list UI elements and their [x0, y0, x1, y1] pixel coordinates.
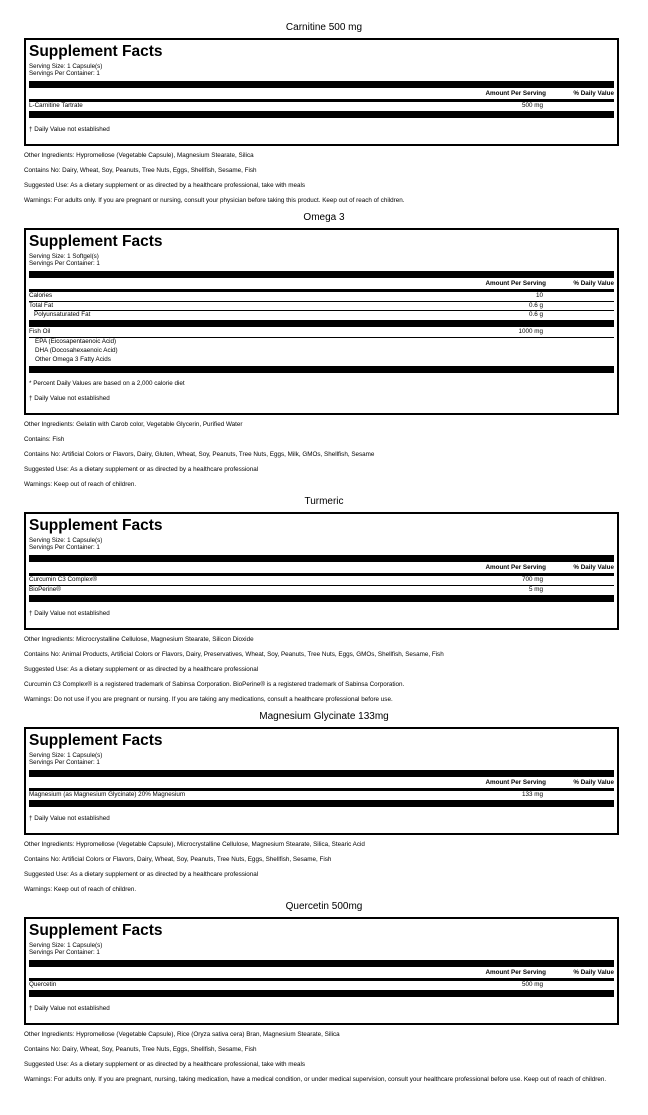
trademark-notice: Curcumin C3 Complex® is a registered trademark of Sabinsa Corporation. BioPerine® is a registered trademark of Sabinsa Corporation.: [24, 681, 405, 688]
serving-size: Serving Size: 1 Capsule(s): [29, 752, 103, 759]
supplement-facts-panel: [24, 917, 619, 1025]
daily-value-header: % Daily Value: [573, 969, 614, 976]
thick-divider: [29, 800, 614, 807]
suggested-use: Suggested Use: As a dietary supplement or as directed by a healthcare professional: [24, 871, 259, 878]
servings-per-container: Servings Per Container: 1: [29, 759, 100, 766]
thick-divider: [29, 960, 614, 967]
product-title: Turmeric: [304, 496, 344, 507]
product-title: Quercetin 500mg: [285, 901, 363, 912]
other-ingredients: Other Ingredients: Hypromellose (Vegetable Capsule), Rice (Oryza sativa cera) Bran, Magnesium Stearate, Silica: [24, 1031, 340, 1038]
footnote: † Daily Value not established: [29, 815, 110, 822]
facts-title: Supplement Facts: [29, 43, 163, 60]
amount-header: Amount Per Serving: [485, 564, 546, 571]
daily-value-header: % Daily Value: [573, 779, 614, 786]
contains-no: Contains No: Dairy, Wheat, Soy, Peanuts, Tree Nuts, Eggs, Shellfish, Sesame, Fish: [24, 1046, 257, 1053]
nutrient-name: BioPerine®: [29, 586, 61, 593]
nutrient-amount: 700 mg: [521, 576, 543, 583]
amount-header: Amount Per Serving: [485, 90, 546, 97]
thick-divider: [29, 555, 614, 562]
footnote-percent-dv: * Percent Daily Values are based on a 2,000 calorie diet: [29, 380, 185, 387]
servings-per-container: Servings Per Container: 1: [29, 70, 100, 77]
warnings: Warnings: For adults only. If you are pregnant or nursing, consult your physician before taking this product. Keep out of reach of children.: [24, 197, 405, 204]
daily-value-header: % Daily Value: [573, 564, 614, 571]
nutrient-name: Curcumin C3 Complex®: [29, 576, 97, 583]
other-ingredients: Other Ingredients: Hypromellose (Vegetable Capsule), Microcrystalline Cellulose, Magnesium Stearate, Silica, Stearic Acid: [24, 841, 365, 848]
daily-value-header: % Daily Value: [573, 280, 614, 287]
daily-value-header: % Daily Value: [573, 90, 614, 97]
thick-divider: [29, 990, 614, 997]
suggested-use: Suggested Use: As a dietary supplement or as directed by a healthcare professional, take with meals: [24, 182, 306, 189]
serving-size: Serving Size: 1 Capsule(s): [29, 537, 103, 544]
thick-divider: [29, 111, 614, 118]
nutrient-name: Other Omega 3 Fatty Acids: [35, 356, 111, 363]
nutrient-name: Calories: [29, 292, 53, 299]
row-divider: [34, 310, 614, 311]
suggested-use: Suggested Use: As a dietary supplement or as directed by a healthcare professional, take with meals: [24, 1061, 306, 1068]
contains-no: Contains No: Artificial Colors or Flavors, Dairy, Gluten, Wheat, Soy, Peanuts, Tree Nuts, Eggs, Milk, GMOs, Shellfish, Sesame: [24, 451, 375, 458]
footnote: † Daily Value not established: [29, 1005, 110, 1012]
facts-title: Supplement Facts: [29, 922, 163, 939]
footnote: † Daily Value not established: [29, 126, 110, 133]
contains-no: Contains No: Animal Products, Artificial Colors or Flavors, Dairy, Preservatives, Wheat, Soy, Peanuts, Tree Nuts, Eggs, GMOs, Shellfish, Sesame, Fish: [24, 651, 444, 658]
footnote: † Daily Value not established: [29, 395, 110, 402]
supplement-facts-panel: [24, 512, 619, 630]
amount-header: Amount Per Serving: [485, 779, 546, 786]
servings-per-container: Servings Per Container: 1: [29, 260, 100, 267]
suggested-use: Suggested Use: As a dietary supplement or as directed by a healthcare professional: [24, 466, 259, 473]
amount-header: Amount Per Serving: [485, 969, 546, 976]
warnings: Warnings: Keep out of reach of children.: [24, 886, 137, 893]
nutrient-amount: 5 mg: [529, 586, 543, 593]
row-divider: [29, 337, 614, 338]
nutrient-name: Polyunsaturated Fat: [34, 311, 91, 318]
thick-divider: [29, 320, 614, 327]
contains-no: Contains No: Dairy, Wheat, Soy, Peanuts, Tree Nuts, Eggs, Shellfish, Sesame, Fish: [24, 167, 257, 174]
thick-divider: [29, 770, 614, 777]
suggested-use: Suggested Use: As a dietary supplement or as directed by a healthcare professional: [24, 666, 259, 673]
other-ingredients: Other Ingredients: Gelatin with Carob color, Vegetable Glycerin, Purified Water: [24, 421, 243, 428]
facts-title: Supplement Facts: [29, 517, 163, 534]
nutrient-amount: 0.6 g: [528, 311, 543, 318]
nutrient-amount: 10: [535, 292, 543, 299]
nutrient-name: Fish Oil: [29, 328, 51, 335]
servings-per-container: Servings Per Container: 1: [29, 544, 100, 551]
nutrient-amount: 500 mg: [521, 102, 543, 109]
nutrient-name: L-Carnitine Tartrate: [29, 102, 83, 109]
serving-size: Serving Size: 1 Capsule(s): [29, 63, 103, 70]
other-ingredients: Other Ingredients: Microcrystalline Cellulose, Magnesium Stearate, Silicon Dioxide: [24, 636, 254, 643]
warnings: Warnings: Keep out of reach of children.: [24, 481, 137, 488]
nutrient-amount: 1000 mg: [518, 328, 543, 335]
serving-size: Serving Size: 1 Softgel(s): [29, 253, 99, 260]
thick-divider: [29, 81, 614, 88]
thick-divider: [29, 366, 614, 373]
supplement-facts-panel: [24, 228, 619, 415]
contains-no: Contains No: Artificial Colors or Flavors, Dairy, Wheat, Soy, Peanuts, Tree Nuts, Eggs, Shellfish, Sesame, Fish: [24, 856, 332, 863]
other-ingredients: Other Ingredients: Hypromellose (Vegetable Capsule), Magnesium Stearate, Silica: [24, 152, 254, 159]
supplement-facts-panel: [24, 38, 619, 146]
nutrient-name: Total Fat: [29, 302, 54, 309]
nutrient-name: DHA (Docosahexaenoic Acid): [35, 347, 118, 354]
nutrient-name: EPA (Eicosapentaenoic Acid): [35, 338, 117, 345]
product-title: Omega 3: [303, 212, 345, 223]
nutrient-amount: 500 mg: [521, 981, 543, 988]
row-divider: [29, 301, 614, 302]
product-title: Magnesium Glycinate 133mg: [259, 711, 389, 722]
serving-size: Serving Size: 1 Capsule(s): [29, 942, 103, 949]
contains: Contains: Fish: [24, 436, 65, 443]
warnings: Warnings: Do not use if you are pregnant or nursing. If you are taking any medications, consult a healthcare professional before use.: [24, 696, 393, 703]
thick-divider: [29, 271, 614, 278]
nutrient-name: Quercetin: [29, 981, 57, 988]
servings-per-container: Servings Per Container: 1: [29, 949, 100, 956]
product-title: Carnitine 500 mg: [285, 22, 363, 33]
nutrient-amount: 0.6 g: [528, 302, 543, 309]
footnote: † Daily Value not established: [29, 610, 110, 617]
thin-divider: [29, 289, 614, 292]
thick-divider: [29, 595, 614, 602]
nutrient-name: Magnesium (as Magnesium Glycinate) 20% Magnesium: [29, 791, 186, 798]
amount-header: Amount Per Serving: [485, 280, 546, 287]
nutrient-amount: 133 mg: [521, 791, 543, 798]
warnings: Warnings: For adults only. If you are pregnant, nursing, taking medication, have a medical condition, or under medical supervision, consult your healthcare professional before use. Keep out of reach of children.: [24, 1076, 607, 1083]
facts-title: Supplement Facts: [29, 732, 163, 749]
row-divider: [29, 585, 614, 586]
supplement-facts-panel: [24, 727, 619, 835]
facts-title: Supplement Facts: [29, 233, 163, 250]
